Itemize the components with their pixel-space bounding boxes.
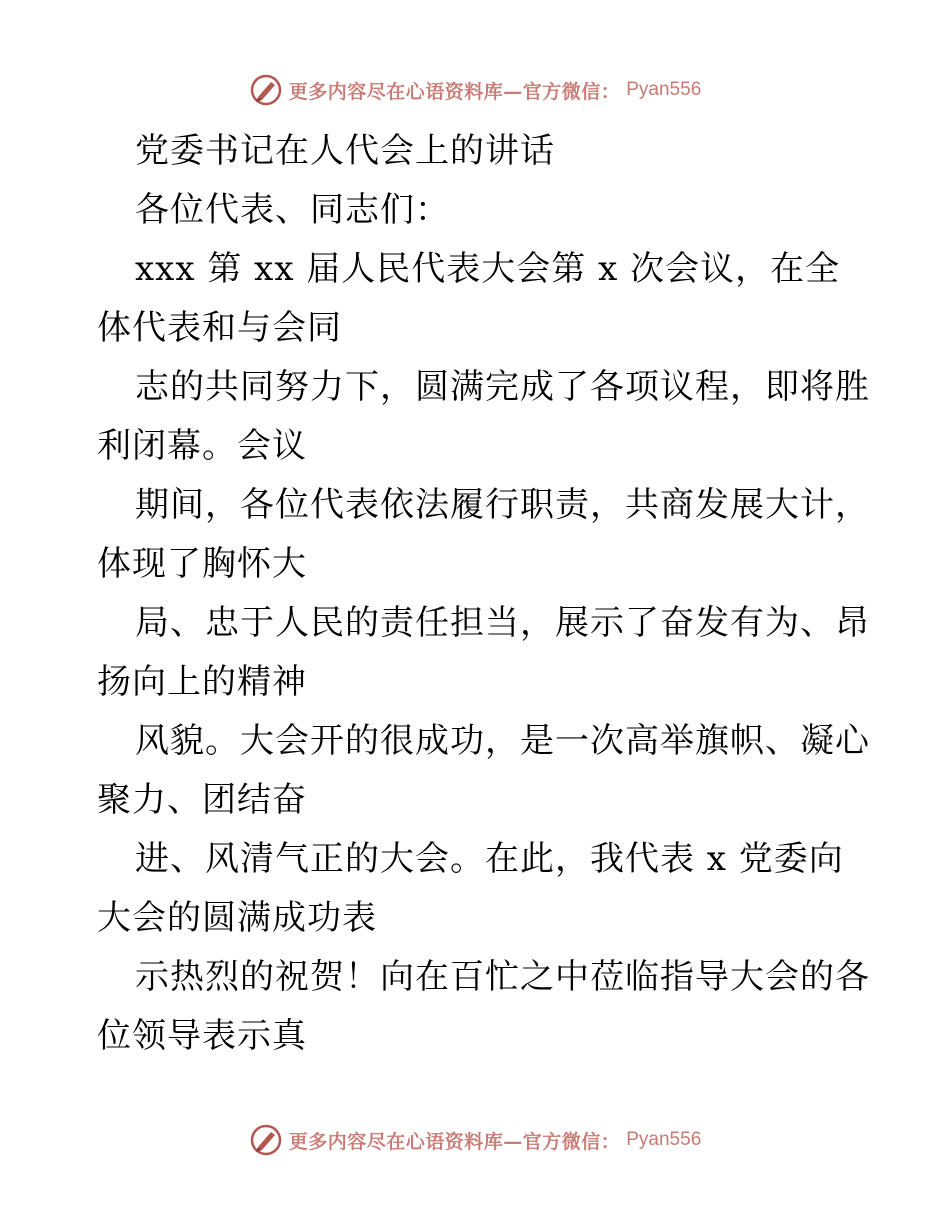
text-line: 大会的圆满成功表 (97, 898, 377, 938)
salutation: 各位代表、同志们： (135, 190, 450, 230)
document-body (97, 122, 870, 1066)
watermark-text: 更多内容尽在心语资料库—官方微信： (288, 80, 621, 103)
document-title: 党委书记在人代会上的讲话 (135, 131, 555, 171)
watermark-id: Pyan556 (626, 1129, 702, 1150)
text-line: 志的共同努力下，圆满完成了各项议程，即将胜 (135, 367, 870, 407)
text-line: 体代表和与会同 (97, 308, 342, 348)
text-line: xxx 第 xx 届人民代表大会第 x 次会议，在全 (135, 249, 841, 289)
text-line: 利闭幕。会议 (97, 426, 307, 466)
header-watermark (0, 70, 950, 110)
text-line: 扬向上的精神 (97, 662, 307, 702)
pen-logo-icon (249, 1123, 283, 1157)
watermark-id: Pyan556 (626, 79, 702, 100)
text-line: 位领导表示真 (97, 1016, 307, 1056)
text-line: 示热烈的祝贺！向在百忙之中莅临指导大会的各 (135, 957, 870, 997)
text-line: 局、忠于人民的责任担当，展示了奋发有为、昂 (135, 603, 870, 643)
text-line: 期间，各位代表依法履行职责，共商发展大计， (135, 485, 870, 525)
text-line: 进、风清气正的大会。在此，我代表 x 党委向 (135, 839, 844, 879)
pen-logo-icon (249, 73, 283, 107)
text-line: 风貌。大会开的很成功，是一次高举旗帜、凝心 (135, 721, 870, 761)
watermark-text: 更多内容尽在心语资料库—官方微信： (288, 1130, 621, 1153)
text-line: 体现了胸怀大 (97, 544, 307, 584)
footer-watermark (0, 1120, 950, 1160)
text-line: 聚力、团结奋 (97, 780, 307, 820)
